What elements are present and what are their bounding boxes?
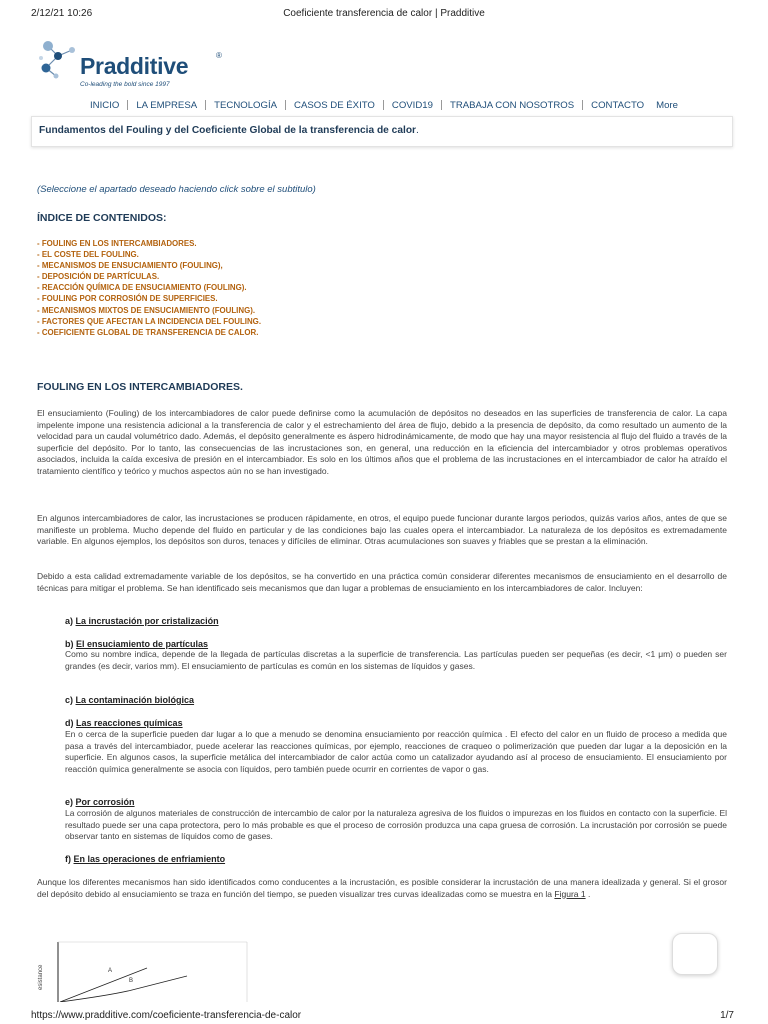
paragraph-mechanisms-intro: Debido a esta calidad extremadamente variable de los depósitos, se ha convertido en una práctica común considerar diferentes mecanismos de ensuciamiento en el desarrollo de técnicas para mitigar el problema. Se han identificado seis mecanismos que dan lugar a problemas de ensuciamiento en los intercambiadores de calor. Incluyen: <box>37 571 727 593</box>
index-list <box>37 238 261 338</box>
nav-separator <box>383 100 384 110</box>
curve-a-label: A <box>108 968 113 974</box>
logo-tagline: Co-leading the bold since 1997 <box>80 81 170 88</box>
nav-item-la-empresa[interactable]: LA EMPRESA <box>136 100 198 111</box>
subheading-e-link[interactable]: Por corrosión <box>75 797 135 807</box>
print-title: Coeficiente transferencia de calor | Pradditive <box>283 8 485 19</box>
nav-separator <box>285 100 286 110</box>
nav-item-trabaja-con-nosotros[interactable]: TRABAJA CON NOSOTROS <box>449 100 575 111</box>
curve-b-label: B <box>129 978 134 984</box>
figure-1-link[interactable]: Figura 1 <box>554 888 586 899</box>
logo-wordmark: Pradditive <box>80 53 189 79</box>
paragraph-definition: El ensuciamiento (Fouling) de los intercambiadores de calor puede definirse como la acumulación de depósitos no deseados en las superficies de transferencia de calor. La capa impelente impone una resistencia adicional a la transferencia de calor y el estrechamiento del área de flujo, debido a la presencia de depósito, da como resultado un aumento de la velocidad para un caudal volumétrico dado. Además, el depósito generalmente es áspero hidrodinámicamente, de modo que hay una mayor resistencia al flujo del fluido a través de la superficie del depósito. Por lo tanto, las consecuencias de las incrustaciones son, en general, una reducción en la eficiencia del intercambiador y otros problemas operativos asociados, incluida la caída excesiva de presión en el intercambiador. Es solo en los últimos años que el problema de las incrustaciones en el intercambiador de calor ha atraído el tratamiento científico y teórico y muchos aspectos aún no se han investigado. <box>37 408 727 476</box>
nav-item-tecnologia[interactable]: TECNOLOGÍA <box>214 100 278 111</box>
subheading-prefix: f) <box>65 854 71 864</box>
article-heading: FOULING EN LOS INTERCAMBIADORES. <box>37 381 243 393</box>
section-title-box <box>31 116 733 147</box>
subheading-b <box>65 639 208 649</box>
nav-separator <box>582 100 583 110</box>
nav-item-inicio[interactable]: INICIO <box>90 100 120 111</box>
nav-item-contacto[interactable]: CONTACTO <box>591 100 645 111</box>
paragraph-idealized <box>37 877 727 900</box>
subheading-prefix: e) <box>65 797 74 807</box>
subheading-e <box>65 797 135 807</box>
subheading-c <box>65 695 194 705</box>
index-title: ÍNDICE DE CONTENIDOS: <box>37 212 167 224</box>
print-header <box>0 0 768 20</box>
paragraph-corrosion: La corrosión de algunos materiales de construcción de intercambio de calor por la naturaleza agresiva de los fluidos o impurezas en los fluidos en contacto con la superficie. El resultado puede ser una capa protectora, pero lo más probable es que el proceso de corrosión produzca una capa gruesa de corrosión. La incrustación por corrosión se puede observar tanto en sistemas de líquidos como de gases. <box>65 808 727 842</box>
page-number: 1/7 <box>720 1010 734 1021</box>
subheading-d <box>65 718 183 728</box>
subheading-prefix: a) <box>65 616 74 626</box>
subheading-prefix: b) <box>65 639 74 649</box>
index-link[interactable]: - FOULING EN LOS INTERCAMBIADORES. <box>37 239 197 248</box>
registered-mark: ® <box>216 51 222 60</box>
index-link[interactable]: - FACTORES QUE AFECTAN LA INCIDENCIA DEL FOULING. <box>37 316 262 326</box>
nav-item-covid19[interactable]: COVID19 <box>391 100 433 111</box>
subheading-b-link[interactable]: El ensuciamiento de partículas <box>76 639 209 649</box>
section-title-text: Fundamentos del Fouling y del Coeficiente Global de la transferencia de calor <box>39 125 417 136</box>
subheading-prefix: d) <box>65 718 74 728</box>
subheading-f-link[interactable]: En las operaciones de enfriamiento <box>73 854 226 864</box>
nav-separator <box>127 100 128 110</box>
index-link[interactable]: - FOULING POR CORROSIÓN DE SUPERFICIES. <box>37 294 218 304</box>
main-nav <box>90 100 678 112</box>
figure-1 <box>38 940 252 1002</box>
index-link[interactable]: - EL COSTE DEL FOULING. <box>37 250 139 260</box>
subheading-a <box>65 616 219 626</box>
subheading-c-link[interactable]: La contaminación biológica <box>75 695 195 705</box>
axis-label: esistance <box>38 964 44 990</box>
subheading-d-link[interactable]: Las reacciones químicas <box>76 718 183 728</box>
subheading-prefix: c) <box>65 695 74 705</box>
logo[interactable] <box>38 36 238 94</box>
index-link[interactable]: - MECANISMOS MIXTOS DE ENSUCIAMIENTO (FOULING). <box>37 305 256 315</box>
molecule-icon <box>38 36 84 80</box>
print-datetime: 2/12/21 10:26 <box>31 8 93 19</box>
index-link[interactable]: - MECANISMOS DE ENSUCIAMIENTO (FOULING), <box>37 261 223 271</box>
print-url: https://www.pradditive.com/coeficiente-transferencia-de-calor <box>31 1010 302 1021</box>
paragraph-particles: Como su nombre indica, depende de la llegada de partículas discretas a la superficie de transferencia. Las partículas pueden ser pequeñas (es decir, <1 μm) o pueden ser grandes (es decir, varios mm). El ensuciamiento de partículas es común en los sistemas de líquidos y gases. <box>65 649 727 671</box>
paragraph-chemical: En o cerca de la superficie pueden dar lugar a lo que a menudo se denomina ensuciamiento por reacción química . El efecto del calor en un fluido de proceso a medida que pasa a través del intercambiador, puede acelerar las reacciones químicas, por ejemplo, reacciones de craqueo o polimerización que pueden dar lugar a la deposición en la superficie. En algunos casos, la superficie metálica del intercambiador de calor actúa como un catalizador ayudando así al proceso de ensuciamiento. El ensuciamiento por reacción química generalmente se asocia con líquidos, pero también puede ocurrir en corrientes de vapor o gas. <box>65 729 727 774</box>
section-title-dot: . <box>416 125 419 136</box>
subheading-f <box>65 854 225 864</box>
index-link[interactable]: - REACCIÓN QUÍMICA DE ENSUCIAMIENTO (FOULING). <box>37 283 247 293</box>
section-title <box>39 125 419 136</box>
chat-button[interactable] <box>672 933 718 975</box>
paragraph-occurrence: En algunos intercambiadores de calor, las incrustaciones se producen rápidamente, en otros, el equipo puede funcionar durante largos periodos, quizás varios años, antes de que se manifieste un problema. Mucho depende del fluido en particular y de las condiciones bajo las cuales opera el intercambiador. La naturaleza de los depósitos es extremadamente variable. En algunos ejemplos, los depósitos son duros, tenaces y difíciles de eliminar. Otras acumulaciones son suaves y friables que se prestan a la eliminación. <box>37 513 727 547</box>
index-link[interactable]: - COEFICIENTE GLOBAL DE TRANSFERENCIA DE CALOR. <box>37 327 259 337</box>
figure-1-graph <box>52 940 252 1002</box>
paragraph-idealized-text: Aunque los diferentes mecanismos han sido identificados como conducentes a la incrustación, es posible considerar la incrustación de una manera idealizada y general. Si el grosor del depósito debido al ensuciamiento se traza en función del tiempo, se pueden visualizar tres curvas idealizadas como se muestra en la <box>37 877 727 899</box>
index-link[interactable]: - DEPOSICIÓN DE PARTÍCULAS. <box>37 272 160 282</box>
nav-separator <box>441 100 442 110</box>
nav-separator <box>205 100 206 110</box>
selection-hint: (Seleccione el apartado deseado haciendo click sobre el subtitulo) <box>37 184 316 195</box>
nav-item-casos-de-exito[interactable]: CASOS DE ÉXITO <box>294 100 375 111</box>
nav-item-more[interactable]: More <box>656 100 678 111</box>
paragraph-idealized-end: . <box>585 888 591 899</box>
subheading-a-link[interactable]: La incrustación por cristalización <box>75 616 219 626</box>
